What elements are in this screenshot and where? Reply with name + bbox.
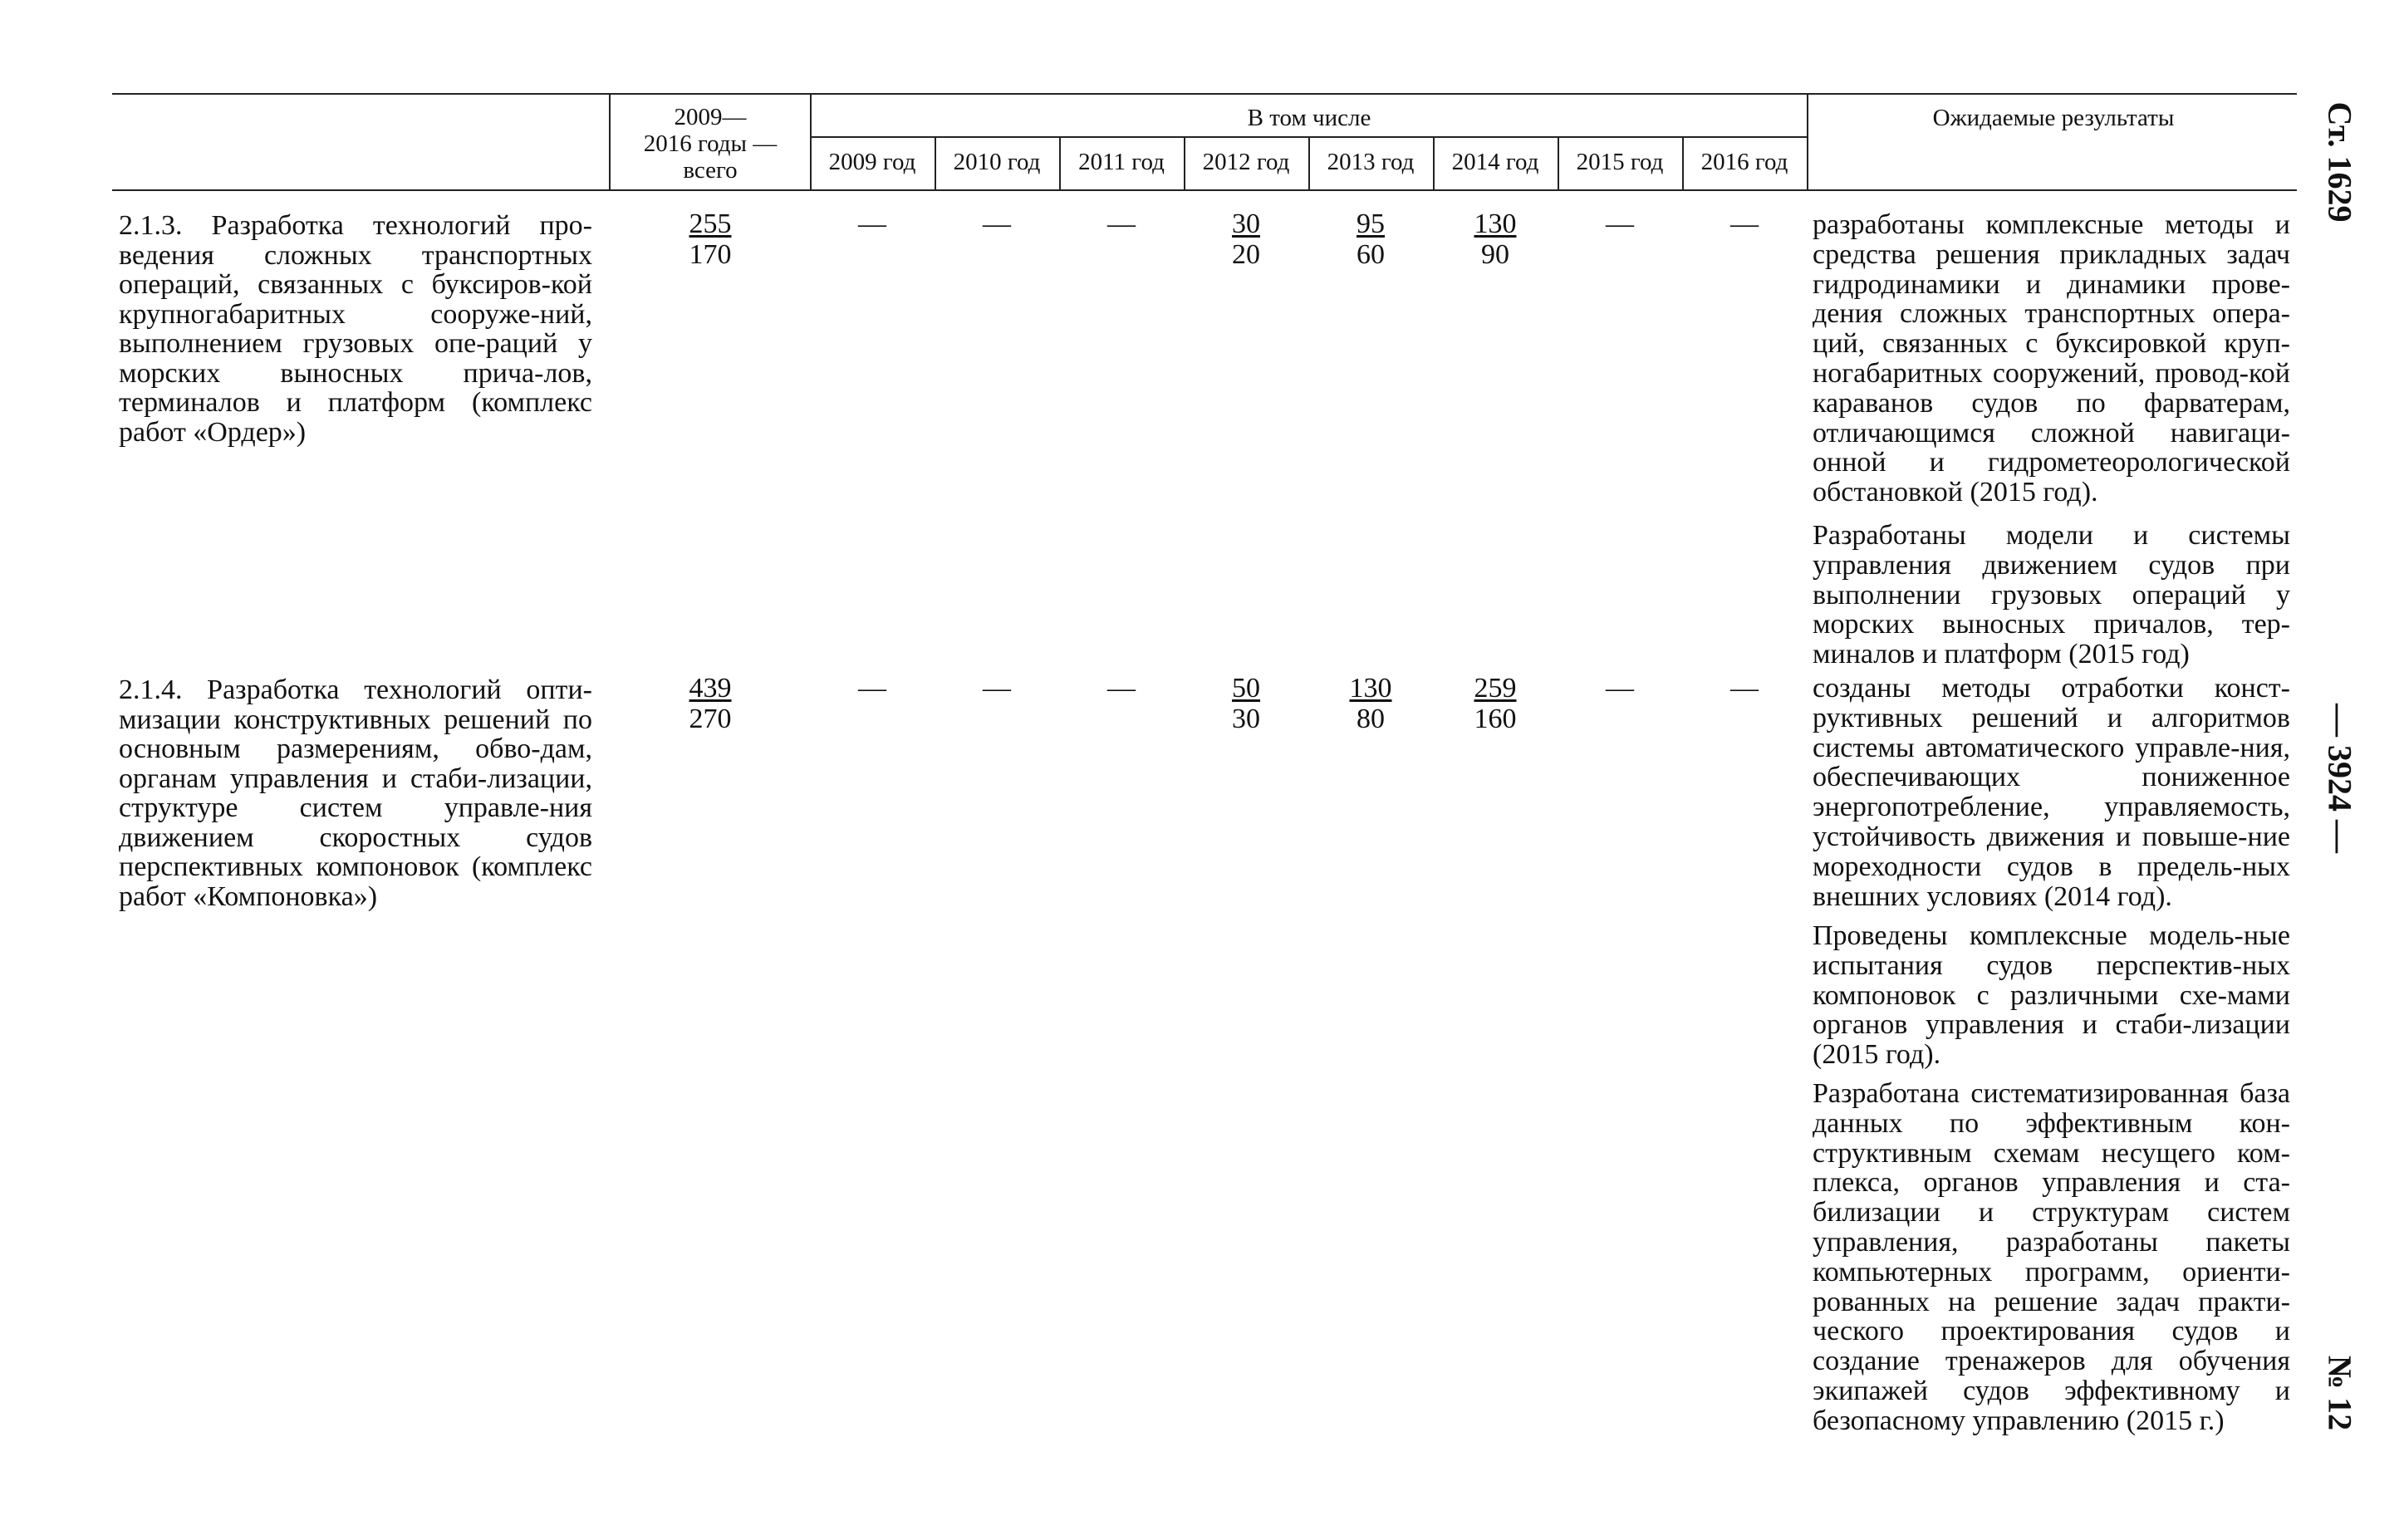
year-header-2012: 2012 год [1202, 149, 1290, 175]
value-2010: — [983, 208, 1011, 239]
value-2013-numerator: 95 [1357, 208, 1385, 239]
expected-result-paragraph: разработаны комплексные методы и средства решения прикладных задач гидродинамики и динамики прове-дения сложных транспортных опера-ций, связанных с буксировкой круп-ногабаритных сооружений, провод-кой караванов судов по фарватерам, отличающимся сложной навигаци-онной и гидрометеорологической обстановкой (2015 год). [1813, 209, 2290, 508]
value-2014-numerator: 259 [1474, 673, 1517, 704]
value-2014-numerator: 130 [1474, 208, 1517, 239]
total-value-denominator: 170 [689, 239, 732, 270]
margin-article-text: Ст. 1629 [2321, 101, 2359, 223]
year-header-2013: 2013 год [1327, 149, 1415, 175]
value-2013 [1308, 208, 1433, 270]
total-value [648, 208, 773, 270]
value-2012-numerator: 50 [1232, 673, 1260, 704]
year-header-2011: 2011 год [1078, 149, 1165, 175]
expected-result-paragraph: созданы методы отработки конст-руктивных решений и алгоритмов системы автоматического управле-ния, обеспечивающих пониженное энергопотребление, управляемость, устойчивость движения и повыше-ние мореходности судов в предель-ных внешних условиях (2014 год). [1813, 673, 2290, 912]
value-2013-denominator: 80 [1357, 704, 1385, 734]
total-value-numerator: 439 [689, 673, 732, 704]
value-2015: — [1606, 673, 1634, 704]
value-2014 [1433, 208, 1558, 270]
value-2012-denominator: 30 [1232, 704, 1260, 734]
total-column-header [611, 104, 810, 184]
value-2012-denominator: 20 [1232, 239, 1260, 270]
value-2014-denominator: 90 [1481, 239, 1509, 270]
work-item-description: 2.1.3. Разработка технологий про-ведения сложных транспортных операций, связанных с буксиров-кой крупногабаритных сооруже-ний, выполнением грузовых опе-раций у морских выносных прича-лов, терминалов и платформ (комплекс работ «Ордер») [119, 210, 592, 448]
total-header-line: 2016 годы — [643, 130, 778, 157]
expected-result-paragraph: Проведены комплексные модель-ные испытания судов перспектив-ных компоновок с различными схе-мами органов управления и стаби-лизации (2015 год). [1813, 920, 2290, 1071]
year-header-2014: 2014 год [1451, 149, 1539, 175]
value-2013-numerator: 130 [1349, 673, 1392, 704]
margin-issue-text: № 12 [2321, 1355, 2359, 1431]
margin-page-text: — 3924 — [2321, 704, 2359, 853]
work-item-description: 2.1.4. Разработка технологий опти-мизации конструктивных решений по основным размерениям, обво-дам, органам управления и стаби-лизации, структуре систем управле-ния движением скоростных судов перспективных компоновок (комплекс работ «Компоновка») [119, 674, 592, 912]
value-2013 [1308, 673, 1433, 734]
expected-result-paragraph: Разработана систематизированная база данных по эффективным кон-структивным схемам несущего ком-плекса, органов управления и ста-билизации и структурам систем управления, разработаны пакеты компьютерных программ, ориенти-рованных на решение задач практи-ческого проектирования судов и создание тренажеров для обучения экипажей судов эффективному и безопасному управлению (2015 г.) [1813, 1078, 2290, 1436]
year-header-2009: 2009 год [828, 149, 916, 175]
value-2010: — [983, 673, 1011, 704]
value-2015: — [1606, 208, 1634, 239]
total-value-numerator: 255 [689, 208, 732, 239]
value-2013-denominator: 60 [1357, 239, 1385, 270]
value-2009: — [858, 673, 886, 704]
year-header-2010: 2010 год [953, 149, 1041, 175]
value-2012-numerator: 30 [1232, 208, 1260, 239]
value-2012 [1184, 208, 1308, 270]
total-header-line: 2009— [674, 104, 747, 130]
expected-result-paragraph: Разработаны модели и системы управления движением судов при выполнении грузовых операций у морских выносных причалов, тер-миналов и платформ (2015 год) [1813, 520, 2290, 670]
total-value-denominator: 270 [689, 704, 732, 734]
value-2016: — [1730, 208, 1759, 239]
header-bottom-rule [112, 189, 2297, 191]
year-header-2016: 2016 год [1700, 149, 1788, 175]
value-2011: — [1107, 673, 1136, 704]
value-2016: — [1730, 673, 1759, 704]
value-2012 [1184, 673, 1308, 734]
value-2014 [1433, 673, 1558, 734]
value-2011: — [1107, 208, 1136, 239]
total-value [648, 673, 773, 734]
value-2009: — [858, 208, 886, 239]
including-header: В том числе [1247, 105, 1371, 131]
year-header-2015: 2015 год [1576, 149, 1664, 175]
total-header-line: всего [683, 157, 738, 184]
value-2014-denominator: 160 [1474, 704, 1517, 734]
expected-results-header: Ожидаемые результаты [1932, 105, 2175, 131]
table-top-rule [112, 93, 2297, 95]
